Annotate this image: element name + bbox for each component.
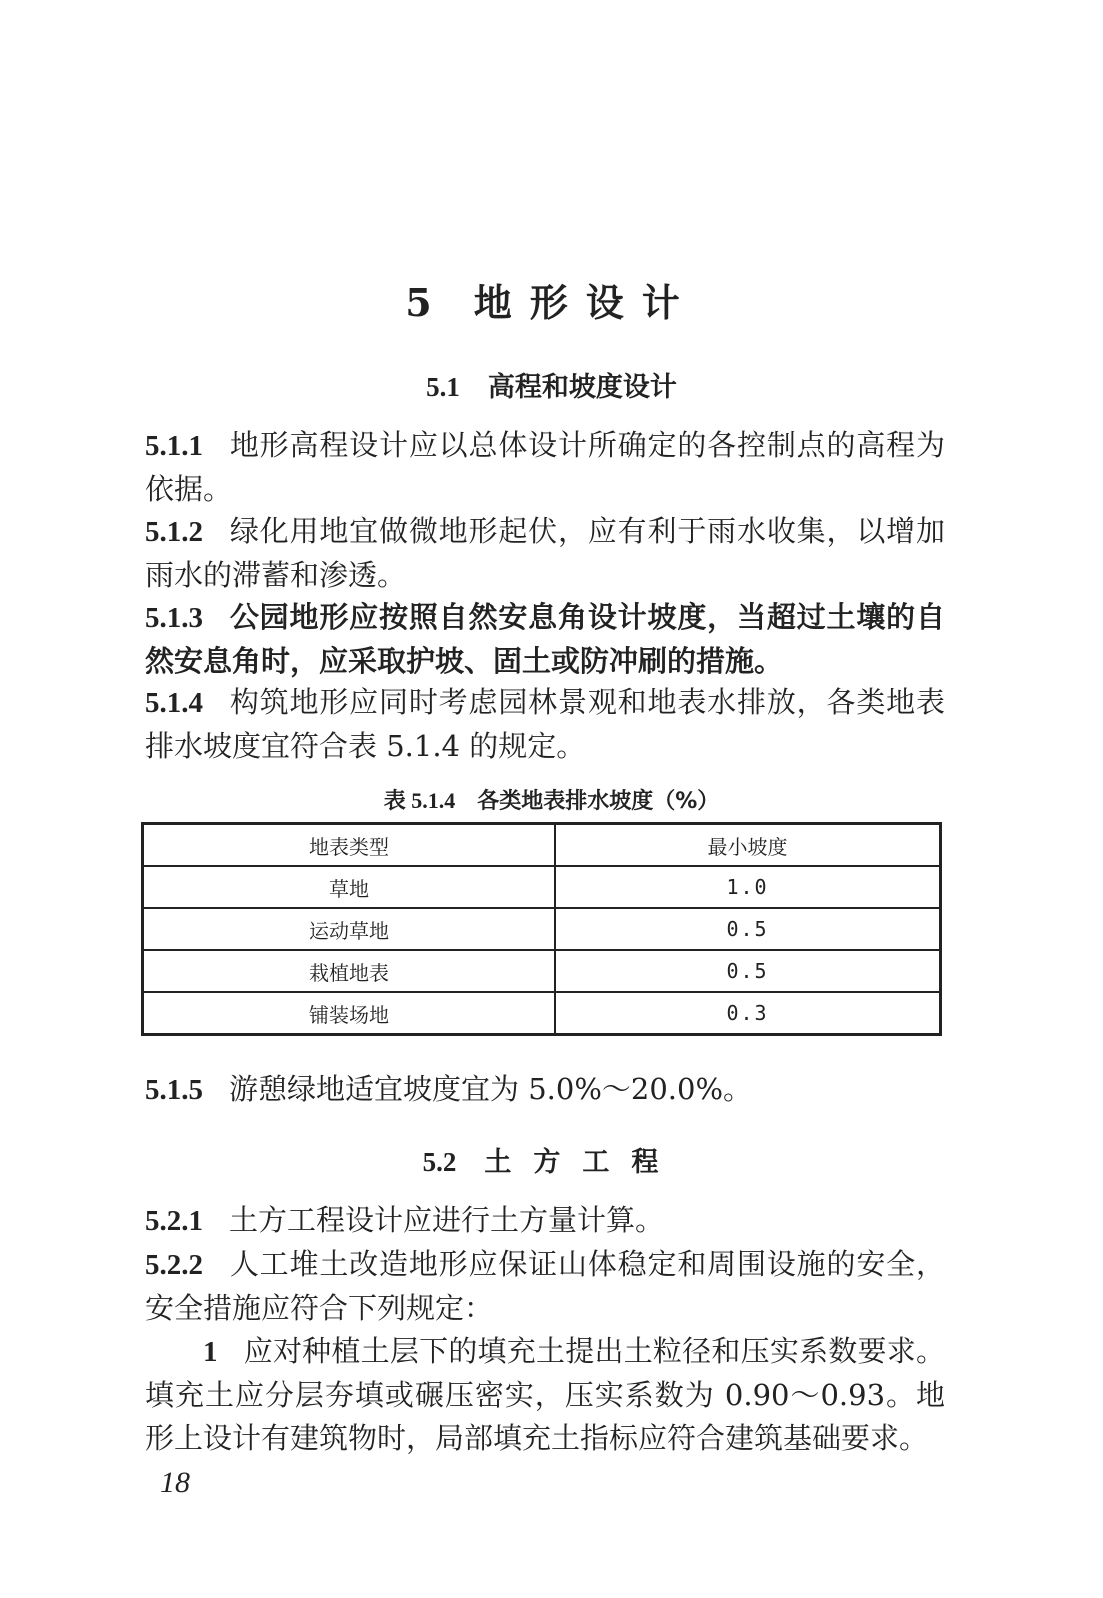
clause-text: 地形高程设计应以总体设计所确定的各控制点的高程为依据。	[145, 428, 945, 506]
table-row	[143, 992, 941, 1035]
table-caption	[0, 784, 1103, 815]
clause-5-1-4	[145, 681, 945, 768]
table-cell: 草地	[143, 866, 556, 908]
table-cell: 栽植地表	[143, 950, 556, 992]
clause-number: 5.2.1	[145, 1205, 203, 1237]
clause-number: 5.1.3	[145, 602, 203, 634]
item-number: 1	[203, 1336, 218, 1368]
section-number: 5.1	[426, 372, 460, 402]
clause-number: 5.1.2	[145, 516, 203, 548]
table-cell: 0.5	[555, 908, 941, 950]
table-caption-text: 各类地表排水坡度（%）	[477, 789, 720, 814]
clause-number: 5.1.5	[145, 1074, 203, 1106]
clause-5-2-2-item-1	[145, 1330, 945, 1460]
clause-5-1-2	[145, 510, 945, 597]
clause-number: 5.2.2	[145, 1249, 203, 1281]
clause-text: 构筑地形应同时考虑园林景观和地表水排放，各类地表排水坡度宜符合表 5.1.4 的规定。	[145, 685, 945, 763]
section-title-text: 土方工程	[484, 1147, 681, 1178]
clause-number: 5.1.4	[145, 687, 203, 719]
clause-text: 游憩绿地适宜坡度宜为 5.0%～20.0%。	[229, 1072, 753, 1106]
page-number: 18	[160, 1466, 190, 1499]
clause-5-1-3-mandatory	[145, 596, 945, 683]
clause-5-2-2	[145, 1243, 945, 1330]
clause-5-2-1	[145, 1199, 945, 1243]
clause-5-1-1	[145, 424, 945, 511]
chapter-title-text: 地形设计	[473, 280, 698, 325]
table-row	[143, 866, 941, 908]
chapter-number: 5	[405, 280, 434, 325]
clause-5-1-5	[145, 1068, 945, 1112]
table-header-cell: 最小坡度	[555, 824, 941, 867]
clause-text: 公园地形应按照自然安息角设计坡度，当超过土壤的自然安息角时，应采取护坡、固土或防冲刷的措施。	[145, 600, 945, 678]
table-header-row	[143, 824, 941, 867]
table-cell: 1.0	[555, 866, 941, 908]
chapter-title	[0, 272, 1103, 327]
table-row	[143, 908, 941, 950]
section-title-text: 高程和坡度设计	[487, 372, 677, 403]
clause-text: 人工堆土改造地形应保证山体稳定和周围设施的安全，安全措施应符合下列规定：	[145, 1247, 945, 1325]
table-cell: 0.5	[555, 950, 941, 992]
section-number: 5.2	[422, 1147, 457, 1177]
section-title-5-2	[0, 1140, 1103, 1179]
item-text: 应对种植土层下的填充土提出土粒径和压实系数要求。填充土应分层夯填或碾压密实，压实系数为 0.90～0.93。地形上设计有建筑物时，局部填充土指标应符合建筑基础要求。	[145, 1334, 945, 1455]
clause-text: 绿化用地宜做微地形起伏，应有利于雨水收集，以增加雨水的滞蓄和渗透。	[145, 514, 945, 592]
table-header-cell: 地表类型	[143, 824, 556, 867]
clause-text: 土方工程设计应进行土方量计算。	[229, 1203, 665, 1237]
clause-number: 5.1.1	[145, 430, 203, 462]
drainage-slope-table	[141, 822, 942, 1036]
table-row	[143, 950, 941, 992]
section-title-5-1	[0, 365, 1103, 404]
table-cell: 铺装场地	[143, 992, 556, 1035]
table-cell: 0.3	[555, 992, 941, 1035]
table-number: 表 5.1.4	[383, 788, 456, 813]
table-cell: 运动草地	[143, 908, 556, 950]
